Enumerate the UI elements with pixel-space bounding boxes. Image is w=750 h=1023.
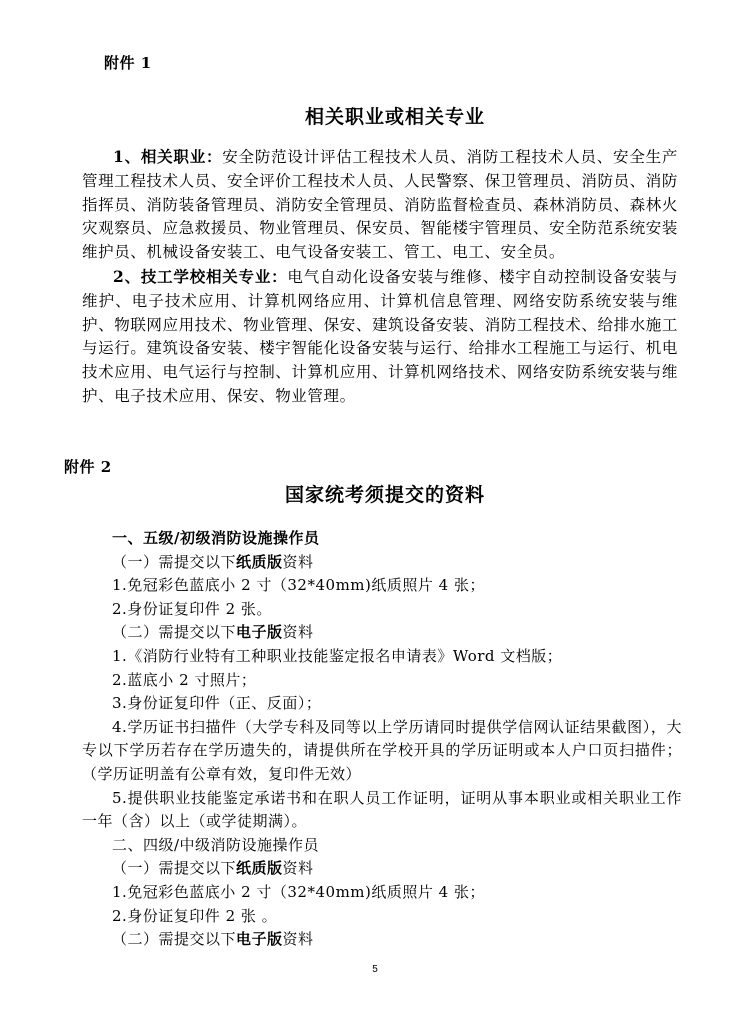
section-2-paper-suffix: 资料 — [282, 859, 314, 878]
list-item: 2.蓝底小 2 寸照片； — [112, 670, 257, 689]
related-majors-text: 电气自动化设备安装与维修、楼宇自动控制设备安装与维护、电子技术应用、计算机网络应用、计算机信息管理、网络安防系统安装与维护、物联网应用技术、物业管理、保安、建筑设备安装、消防工程技术、给排水施工与运行。建筑设备安装、楼宇智能化设备安装与运行、给排水工程施工与运行、机电技术应用、电气运行与控制、计算机应用、计算机网络技术、网络安防系统安装与维护、电子技术应用、保安、物业管理。 — [82, 267, 679, 405]
section-1-paper-bold: 纸质版 — [236, 552, 283, 571]
section-2-paper-bold: 纸质版 — [236, 859, 283, 878]
attachment-1-label: 附件 1 — [104, 54, 152, 72]
page-number: 5 — [372, 964, 378, 975]
section-1-paper-heading — [82, 551, 682, 575]
attachment-2-title: 国家统考须提交的资料 — [284, 484, 485, 506]
related-majors-paragraph — [82, 265, 678, 409]
attachment-2-body — [82, 527, 682, 952]
section-2-electronic-prefix: （二）需提交以下 — [112, 930, 237, 949]
section-1-electronic-heading — [82, 621, 682, 645]
list-item: 4.学历证书扫描件（大学专科及同等以上学历请同时提供学信网认证结果截图），大专以下学历若存在学历遗失的，请提供所在学校开具的学历证明或本人户口页扫描件；（学历证明盖有公章有效，复印件无效） — [82, 717, 682, 783]
section-1-electronic-prefix: （二）需提交以下 — [112, 623, 237, 642]
list-item: 5.提供职业技能鉴定承诺书和在职人员工作证明，证明从事本职业或相关职业工作一年（含）以上（或学徒期满）。 — [82, 788, 682, 831]
list-item: 2.身份证复印件 2 张。 — [112, 599, 272, 618]
section-2-electronic-bold: 电子版 — [236, 930, 283, 949]
attachment-1-title: 相关职业或相关专业 — [304, 106, 485, 128]
related-majors-label: 2、技工学校相关专业： — [113, 266, 288, 286]
related-occupations-label: 1、相关职业： — [113, 147, 223, 166]
section-1-paper-suffix: 资料 — [282, 552, 314, 571]
list-item: 1.《消防行业特有工种职业技能鉴定报名申请表》Word 文档版； — [112, 646, 563, 665]
related-occupations-text: 安全防范设计评估工程技术人员、消防工程技术人员、安全生产管理工程技术人员、安全评价工程技术人员、人民警察、保卫管理员、消防员、消防指挥员、消防装备管理员、消防安全管理员、消防监督检查员、森林消防员、森林火灾观察员、应急救援员、物业管理员、保安员、智能楼宇管理员、安全防范系统安装维护员、机械设备安装工、电气设备安装工、管工、电工、安全员。 — [82, 148, 678, 262]
section-2-heading: 二、四级/中级消防设施操作员 — [112, 835, 320, 854]
list-item: 2.身份证复印件 2 张 。 — [112, 906, 278, 925]
section-1-paper-prefix: （一）需提交以下 — [112, 552, 237, 571]
list-item: 1.免冠彩色蓝底小 2 寸（32*40mm)纸质照片 4 张； — [112, 882, 485, 901]
section-2-electronic-heading — [82, 928, 682, 952]
section-1-electronic-suffix: 资料 — [282, 623, 314, 642]
section-1-electronic-bold: 电子版 — [236, 623, 283, 642]
list-item: 1.免冠彩色蓝底小 2 寸（32*40mm)纸质照片 4 张； — [112, 576, 485, 595]
section-1-heading: 一、五级/初级消防设施操作员 — [112, 529, 320, 547]
section-2-paper-heading — [82, 857, 682, 881]
section-2-electronic-suffix: 资料 — [282, 930, 314, 949]
list-item: 3.身份证复印件（正、反面）； — [112, 694, 322, 713]
attachment-1-body — [82, 145, 678, 409]
attachment-2-label: 附件 2 — [64, 458, 112, 476]
related-occupations-paragraph — [82, 145, 678, 265]
section-2-paper-prefix: （一）需提交以下 — [112, 859, 237, 878]
